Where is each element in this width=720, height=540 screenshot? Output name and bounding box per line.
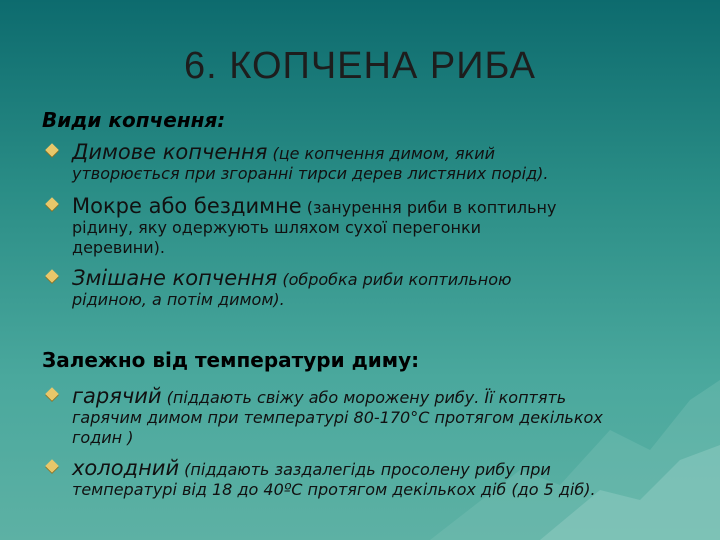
item-detail: (обробка риби коптильною: [277, 270, 512, 289]
item-rest: рідиною, а потім димом).: [72, 290, 285, 309]
item-main: гарячий: [72, 384, 162, 408]
item-detail: (це копчення димом, який: [267, 144, 496, 163]
section-heading-temperature: Залежно від температури диму:: [42, 348, 420, 372]
item-main: Мокре або бездимне: [72, 194, 302, 218]
item-rest-2: деревини).: [72, 238, 165, 257]
item-detail: (занурення риби в коптильну: [301, 198, 557, 217]
item-main: Димове копчення: [72, 140, 268, 164]
slide-title: 6. КОПЧЕНА РИБА: [184, 45, 536, 87]
item-detail: (піддають свіжу або морожену рибу. Її коптять: [161, 388, 567, 407]
item-rest: гарячим димом при температурі 80-170°С протягом декількох: [72, 408, 603, 427]
item-rest: температурі від 18 до 40ºС протягом декількох діб (до 5 діб).: [72, 480, 596, 499]
item-rest: рідину, яку одержують шляхом сухої перегонки: [72, 218, 482, 237]
item-detail: (піддають заздалегідь просолену рибу при: [179, 460, 551, 479]
section-heading-types: Види копчення:: [42, 108, 226, 132]
item-rest-2: годин ): [72, 428, 134, 447]
item-main: холодний: [72, 456, 180, 480]
item-rest: утворюється при згоранні тирси дерев листяних порід).: [72, 164, 549, 183]
item-main: Змішане копчення: [72, 266, 278, 290]
